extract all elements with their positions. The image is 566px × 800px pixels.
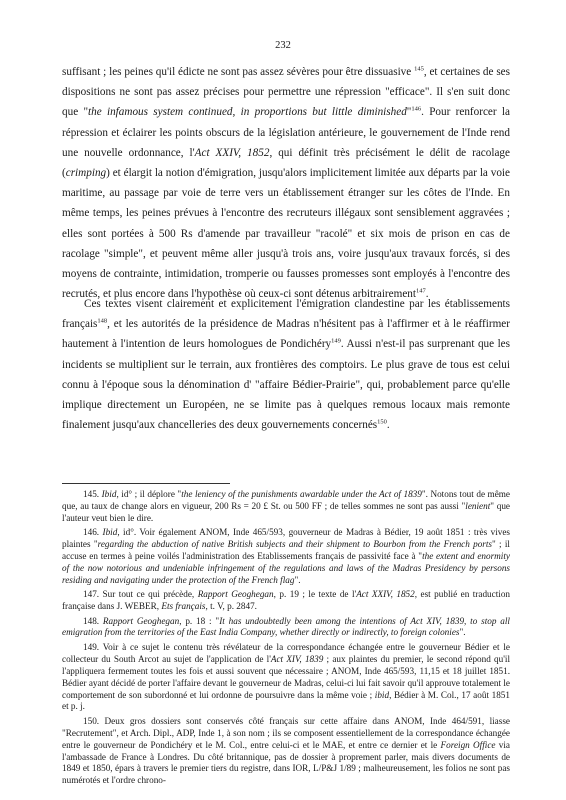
footnote-148: 148. Rapport Geoghegan, p. 18 : "It has undoubtedly been among the intentions of Act XIV, 1839, to stop all emigration from the territories of the East India Company, whether directly or indirectly, to foreign colonies". <box>62 615 510 638</box>
body-paragraph-1: suffisant ; les peines qu'il édicte ne sont pas assez sévères pour être dissuasive $^{145}$, et certaines de ses dispositions ne sont pas assez précises pour permettre une répression "efficace". Il s'en suit donc que "the infamous system continued, in proportions but little diminished"$^{146}$. Pour renforcer la répression et éclairer les points obscurs de la législation antérieure, le gouvernement de l'Inde rend une nouvelle ordonnance, l'Act XXIV, 1852, qui définit très précisément le délit de racolage (crimping) et élargit la notion d'émigration, jusqu'alors implicitement limitée aux départs par la voie maritime, au passage par voie de terre vers un établissement étranger sur les côtes de l'Inde. En même temps, les peines prévues à l'encontre des recruteurs illégaux sont sensiblement aggravées ; elles sont portées à 500 Rs d'amende par travailleur "racolé" et six mois de prison en cas de racolage "simple", et peuvent même aller jusqu'à trois ans, voire jusqu'aux travaux forcés, si des moyens de contrainte, intimidation, tromperie ou fausses promesses sont employés à l'encontre des recrutés, et plus encore dans l'hypothèse où ceux-ci sont détenus arbitrairement$^{147}$. <box>62 65 510 301</box>
page-number: 232 <box>275 40 291 51</box>
body-paragraph-2: Ces textes visent clairement et explicitement l'émigration clandestine par les établissements français$^{148}$, et les autorités de la présidence de Madras n'hésitent pas à l'affirmer et à le réaffirmer hautement à l'intention de leurs homologues de Pondichéry$^{149}$. Aussi n'est-il pas surprenant que les incidents se multiplient sur le terrain, aux frontières des comptoirs. Le plus grave de tous est celui connu à l'époque sous la dénomination d' "affaire Bédier-Prairie", qui, probablement parce qu'elle implique directement un Européen, ne se limite pas à quelques remous locaux mais remonte finalement jusqu'aux chancelleries des deux gouvernements concernés$^{150}$. <box>62 298 510 432</box>
footnote-ref-148[interactable]: 148 <box>97 317 108 325</box>
footnote-ref-145[interactable]: 145 <box>414 65 424 73</box>
footnote-ref-147[interactable]: 147 <box>416 287 426 295</box>
footnote-149: 149. Voir à ce sujet le contenu très révélateur de la correspondance échangée entre le gouverneur Bédier et le collecteur du South Arcot au sujet de l'application de l'Act XIV, 1839 ; aux plaintes du premier, le second répond qu'il l'appliquera fermement toutes les fois et aussi souvent que nécessaire ; ANOM, Inde 465/593, 11,15 et 18 juillet 1851. Bédier ayant décidé de porter l'affaire devant le gouverneur de Madras, celui-ci lui fait savoir qu'il approuve totalement le comportement de son subordonné et lui ordonne de poursuivre dans la même voie ; ibid, Bédier à M. Col., 17 août 1851 et p. j. <box>62 641 510 712</box>
footnote-145: 145. Ibid, id° ; il déplore "the leniency of the punishments awardable under the Act of 1839". Notons tout de même que, au taux de change alors en vigueur, 200 Rs = 20 £ St. ou 500 FF ; de telles sommes ne sont pas aussi "lenient" que l'auteur veut bien le dire. <box>62 489 511 523</box>
footnotes <box>62 489 510 790</box>
footnote-146: 146. Ibid, id°. Voir également ANOM, Inde 465/593, gouverneur de Madras à Bédier, 19 août 1851 : très vives plaintes "regarding the abduction of native British subjects and their shipment to Bourbon from the French ports" ; il accuse en termes à peine voilés l'administration des Etablissements français de passivité face à "the extent and enormity of the now notorious and undeniable infringement of the regulations and laws of the Madras Presidency by persons residing and navigating under the protection of the French flag". <box>62 527 511 585</box>
footnote-ref-150[interactable]: 150 <box>377 418 387 426</box>
footnote-ref-149[interactable]: 149 <box>331 337 341 345</box>
footnote-147: 147. Sur tout ce qui précède, Rapport Geoghegan, p. 19 ; le texte de l'Act XXIV, 1852, est publié en traduction française dans J. WEBER, Ets français, t. V, p. 2847. <box>62 589 511 612</box>
footnote-ref-146[interactable]: 146 <box>411 105 422 113</box>
footnote-separator <box>62 483 230 484</box>
footnote-150: 150. Deux gros dossiers sont conservés côté français sur cette affaire dans ANOM, Inde 464/591, liasse "Recrutement", et Arch. Dipl., ADP, Inde 1, à son nom ; ils se composent essentiellement de la correspondance échangée entre le gouverneur de Pondichéry et le M. Col., entre celui-ci et le MAE, et entre ce dernier et le Foreign Office via l'ambassade de France à Londres. Du côté britannique, pas de dossier à proprement parler, mais divers documents de 1849 et 1850, épars à travers le premier tiers du registre, dans IOR, L/P&J 1/89 ; malheureusement, les folios ne sont pas numérotés et l'ordre chrono- <box>62 715 510 786</box>
